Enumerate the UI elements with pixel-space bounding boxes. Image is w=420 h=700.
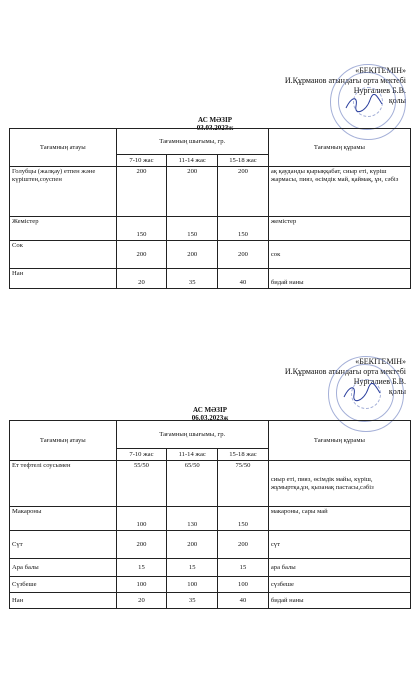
- table-row: [10, 167, 411, 217]
- school-name: И.Құрманов атындағы орта мектебі: [284, 76, 406, 85]
- amount-11-14: 200: [167, 241, 218, 269]
- school-name: И.Құрманов атындағы орта мектебі: [284, 367, 406, 376]
- table-row: [10, 461, 411, 507]
- dish-composition: жемістер: [268, 217, 410, 241]
- amount-11-14: 100: [167, 577, 218, 593]
- amount-11-14: 65/50: [167, 461, 218, 507]
- amount-15-18: 40: [218, 593, 269, 609]
- amount-11-14: 200: [167, 531, 218, 559]
- approval-status: «БЕКІТЕМІН»: [355, 357, 406, 366]
- amount-7-10: 150: [116, 217, 167, 241]
- approval-status: «БЕКІТЕМІН»: [355, 66, 406, 75]
- amount-7-10: 200: [116, 167, 167, 217]
- table-row: [10, 593, 411, 609]
- header-age-15-18: 15-18 жас: [218, 449, 269, 461]
- amount-15-18: 200: [218, 241, 269, 269]
- amount-15-18: 150: [218, 507, 269, 531]
- dish-composition: макароны, сары май: [268, 507, 410, 531]
- dish-name: Нан: [10, 593, 117, 609]
- director-name: Нургалиев Б.В.: [353, 86, 406, 95]
- table-row: [10, 217, 411, 241]
- menu-table-2: [9, 420, 411, 609]
- amount-7-10: 55/50: [116, 461, 167, 507]
- header-amount: Тағамның шығымы, гр.: [116, 129, 268, 155]
- dish-composition: сок: [268, 241, 410, 269]
- amount-15-18: 15: [218, 559, 269, 577]
- header-age-15-18: 15-18 жас: [218, 155, 269, 167]
- dish-composition: ара балы: [268, 559, 410, 577]
- amount-11-14: 150: [167, 217, 218, 241]
- table-row: [10, 559, 411, 577]
- header-age-7-10: 7-10 жас: [116, 449, 167, 461]
- dish-name: Голубцы (жалқау) етпен және күріштен,соуспен: [10, 167, 117, 217]
- dish-name: Ет тефтелі соусымен: [10, 461, 117, 507]
- header-dish-name: Тағамның атауы: [10, 421, 117, 461]
- dish-name: Нан: [10, 269, 117, 289]
- header-age-11-14: 11-14 жас: [167, 449, 218, 461]
- menu-date: 06.03.2023ж: [191, 414, 229, 422]
- dish-name: Макароны: [10, 507, 117, 531]
- signature-label: қолы: [388, 387, 406, 396]
- header-age-11-14: 11-14 жас: [167, 155, 218, 167]
- amount-15-18: 100: [218, 577, 269, 593]
- header-composition: Тағамның құрамы: [268, 129, 410, 167]
- amount-7-10: 200: [116, 241, 167, 269]
- menu-title: АС МӘЗІР: [193, 406, 227, 414]
- amount-15-18: 75/50: [218, 461, 269, 507]
- dish-name: Жемістер: [10, 217, 117, 241]
- amount-7-10: 100: [116, 507, 167, 531]
- amount-15-18: 200: [218, 167, 269, 217]
- table-row: [10, 269, 411, 289]
- table-row: [10, 531, 411, 559]
- director-signature: [344, 94, 384, 114]
- dish-composition: бидай наны: [268, 269, 410, 289]
- amount-11-14: 200: [167, 167, 218, 217]
- header-amount: Тағамның шығымы, гр.: [116, 421, 268, 449]
- table-row: [10, 507, 411, 531]
- amount-15-18: 40: [218, 269, 269, 289]
- director-name: Нургалиев Б.В.: [353, 377, 406, 386]
- amount-7-10: 15: [116, 559, 167, 577]
- table-row: [10, 241, 411, 269]
- dish-composition: бидай наны: [268, 593, 410, 609]
- amount-11-14: 15: [167, 559, 218, 577]
- director-signature: [342, 383, 382, 403]
- amount-11-14: 35: [167, 269, 218, 289]
- signature-label: қолы: [388, 96, 406, 105]
- amount-15-18: 150: [218, 217, 269, 241]
- dish-name: Сүзбеше: [10, 577, 117, 593]
- amount-7-10: 20: [116, 593, 167, 609]
- header-age-7-10: 7-10 жас: [116, 155, 167, 167]
- menu-date: 03.03.2023ж: [196, 124, 234, 132]
- dish-composition: сүт: [268, 531, 410, 559]
- amount-11-14: 130: [167, 507, 218, 531]
- header-dish-name: Тағамның атауы: [10, 129, 117, 167]
- dish-name: Сок: [10, 241, 117, 269]
- dish-composition: ақ қауданды қырыққабат, сиыр еті, күріш жармасы, пияз, өсімдік май, қаймақ, ұн, сәбіз: [268, 167, 410, 217]
- amount-7-10: 20: [116, 269, 167, 289]
- header-composition: Тағамның құрамы: [268, 421, 410, 461]
- amount-7-10: 200: [116, 531, 167, 559]
- dish-name: Ара балы: [10, 559, 117, 577]
- table-row: [10, 577, 411, 593]
- amount-7-10: 100: [116, 577, 167, 593]
- amount-15-18: 200: [218, 531, 269, 559]
- dish-composition: сүзбеше: [268, 577, 410, 593]
- menu-table-1: [9, 128, 411, 289]
- amount-11-14: 35: [167, 593, 218, 609]
- menu-title: АС МӘЗІР: [198, 116, 232, 124]
- dish-composition: сиыр еті, пияз, өсімдік майы, күріш, жұмыртқа,ұн, қызанақ пастасы,сәбіз: [268, 461, 410, 507]
- dish-name: Сүт: [10, 531, 117, 559]
